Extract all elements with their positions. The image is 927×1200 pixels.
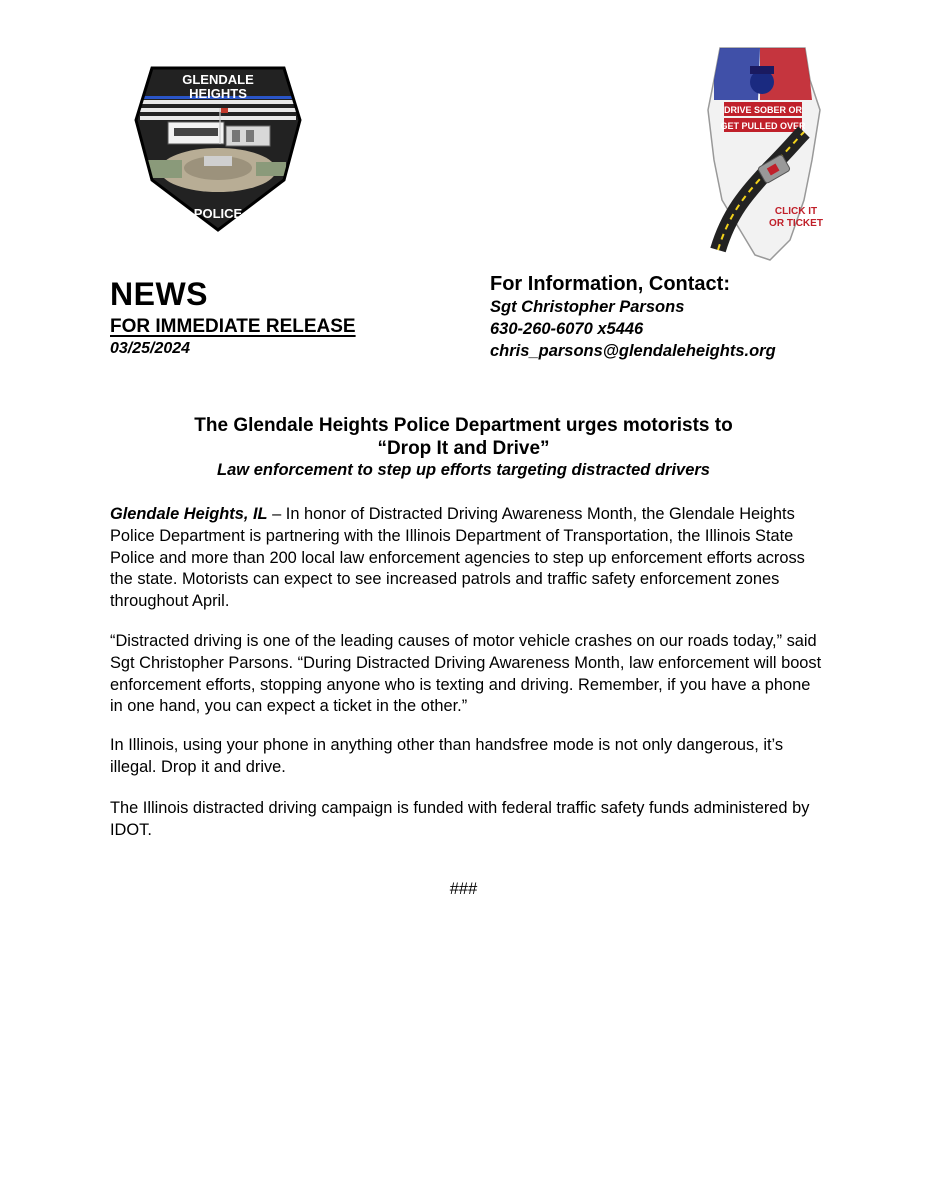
dateline: Glendale Heights, IL	[110, 505, 268, 523]
end-mark: ###	[449, 880, 478, 898]
headline-line1: The Glendale Heights Police Department urges motorists to	[194, 415, 733, 436]
paragraph-4: The Illinois distracted driving campaign is funded with federal traffic safety funds administered by IDOT.	[110, 799, 810, 839]
contact-email: chris_parsons@glendaleheights.org	[490, 342, 776, 360]
campaign-line3: CLICK IT	[774, 206, 818, 217]
illinois-campaign-logo	[700, 40, 825, 265]
badge-mid-text: HEIGHTS	[189, 86, 247, 101]
headline	[110, 414, 817, 460]
campaign-line4: OR TICKET	[769, 218, 823, 229]
release-label: FOR IMMEDIATE RELEASE	[110, 316, 356, 337]
contact-title: For Information, Contact:	[490, 273, 730, 295]
contact-name: Sgt Christopher Parsons	[490, 298, 685, 316]
contact-phone: 630-260-6070 x5446	[490, 320, 644, 338]
badge-top-text: GLENDALE	[182, 72, 254, 87]
subheadline: Law enforcement to step up efforts targeting distracted drivers	[217, 461, 710, 479]
headline-line2: “Drop It and Drive”	[377, 438, 550, 459]
news-heading: NEWS	[110, 276, 208, 312]
release-date: 03/25/2024	[110, 340, 191, 357]
paragraph-1	[110, 504, 822, 613]
paragraph-2: “Distracted driving is one of the leading causes of motor vehicle crashes on our roads today,” said Sgt Christopher Parsons. “During Distracted Driving Awareness Month, law enforcement will boost enforcement efforts, stopping anyone who is texting and driving. Remember, if you have a phone in one hand, you can expect a ticket in the other.”	[110, 632, 822, 716]
badge-bottom-text: POLICE	[193, 206, 243, 221]
campaign-line2: GET PULLED OVER	[720, 121, 806, 131]
paragraph-1-text: – In honor of Distracted Driving Awareness Month, the Glendale Heights Police Department is partnering with the Illinois Department of Transportation, the Illinois State Police and more than 200 local law enforcement agencies to step up enforcement efforts across the state. Motorists can expect to see increased patrols and traffic safety enforcement zones throughout April.	[110, 505, 805, 611]
paragraph-3: In Illinois, using your phone in anything other than handsfree mode is not only dangerous, it’s illegal. Drop it and drive.	[110, 736, 784, 776]
campaign-line1: DRIVE SOBER OR	[723, 105, 803, 115]
police-badge-logo	[134, 60, 302, 232]
